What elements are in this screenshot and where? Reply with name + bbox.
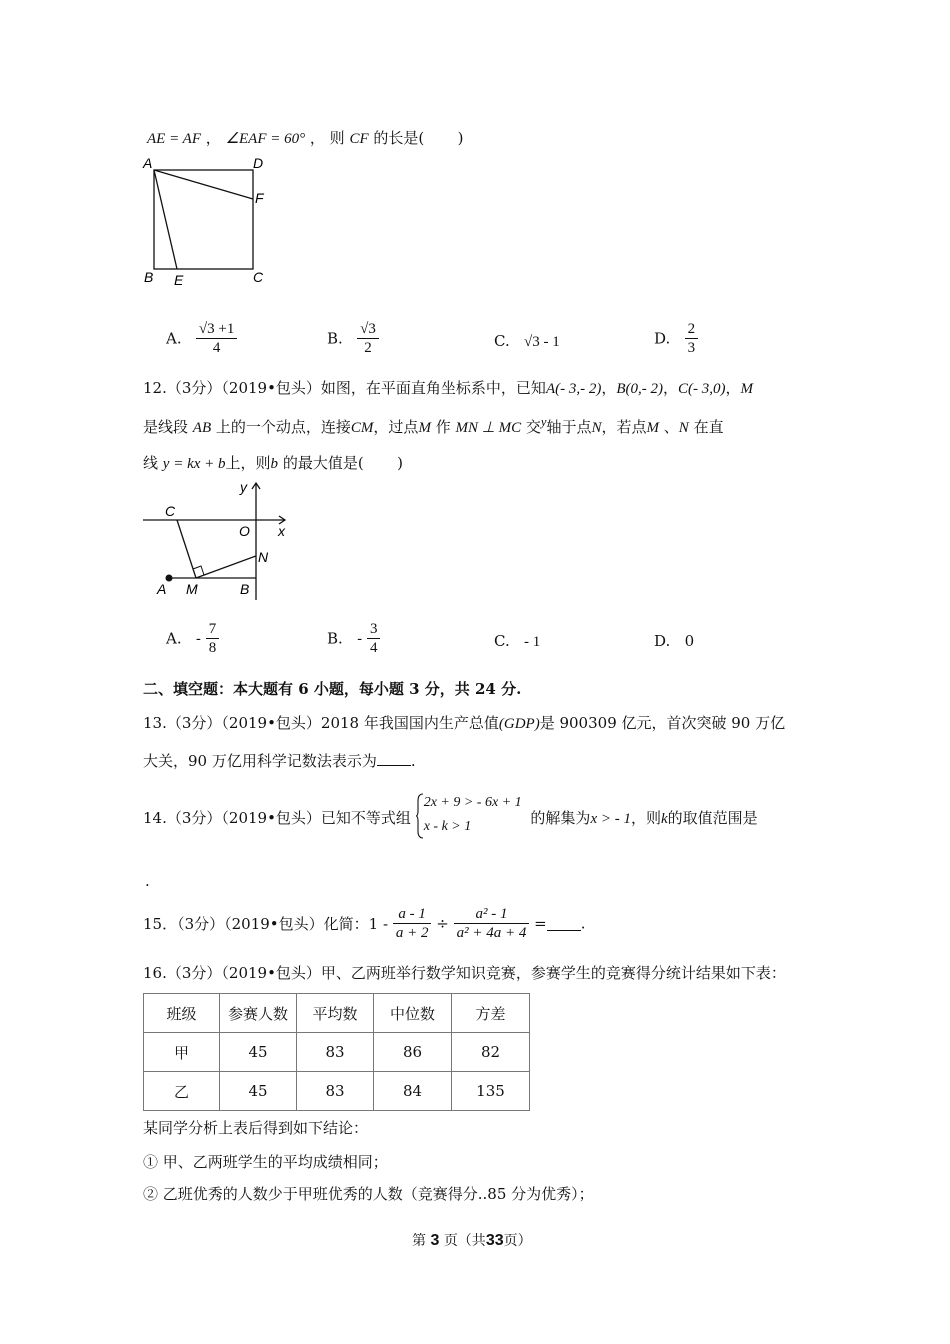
table-header-cell: 中位数 — [374, 994, 452, 1033]
q12-option-b[interactable] — [327, 620, 380, 657]
option-letter: A. — [166, 329, 182, 348]
footer-text: 第 — [412, 1233, 426, 1249]
inequality-2: x - k > 1 — [423, 819, 472, 834]
q14-solution: x > - 1 — [590, 811, 631, 827]
q15-period: . — [580, 914, 586, 933]
table-cell: 45 — [220, 1072, 297, 1111]
q14-text: 14.（3分）（2019•包头）已知不等式组 — [143, 809, 411, 827]
fraction-2 — [454, 905, 530, 942]
q14-line — [143, 791, 758, 841]
label-n: N — [258, 549, 269, 565]
numerator: 2 — [685, 320, 699, 339]
q12-ab: AB — [192, 420, 212, 436]
q12-text: 是线段 — [143, 418, 189, 436]
option-text: √3 - 1 — [524, 334, 560, 350]
q11-then: 则 — [329, 129, 345, 147]
numerator: a² - 1 — [454, 905, 530, 924]
table-header-cell: 参赛人数 — [220, 994, 297, 1033]
label-d: D — [253, 155, 264, 171]
q12-b: b — [270, 456, 279, 472]
q12-paren: ) — [397, 454, 403, 472]
q12-line2 — [143, 415, 724, 437]
q13-text: 13.（3分）（2019•包头）2018 年我国国内生产总值 — [143, 714, 499, 732]
q11-option-c[interactable] — [494, 332, 560, 351]
label-c: C — [165, 503, 176, 519]
label-y: y — [240, 479, 247, 495]
denominator: 4 — [369, 640, 378, 656]
equals-sign: = — [534, 914, 547, 933]
divide-sign: ÷ — [436, 914, 449, 933]
q13-text: 大关，90 万亿用科学记数法表示为 — [143, 752, 377, 770]
footer-text: 页） — [503, 1233, 532, 1249]
q12-text: 线 — [143, 454, 159, 472]
denominator: 2 — [364, 340, 372, 356]
section-title: 二、填空题：本大题有 6 小题，每小题 3 分，共 24 分. — [143, 680, 522, 698]
q12-perp: MN ⊥ MC — [455, 420, 522, 436]
table-row — [144, 1033, 530, 1072]
q12-text: 交 — [525, 418, 541, 436]
q13-line2 — [143, 750, 416, 771]
table-row — [144, 1072, 530, 1111]
q11-ask: 的长是( — [373, 129, 425, 147]
table-cell: 45 — [220, 1033, 297, 1072]
q16-after: 某同学分析上表后得到如下结论： — [143, 1119, 369, 1137]
q15-line — [143, 905, 585, 942]
denominator: 3 — [687, 340, 696, 356]
q11-option-a[interactable] — [166, 320, 237, 357]
q11-option-d[interactable] — [654, 320, 698, 357]
brace-icon — [416, 793, 424, 839]
denominator: a + 2 — [395, 925, 429, 941]
table-cell: 甲 — [144, 1033, 220, 1072]
point-a-dot — [166, 575, 173, 582]
table-cell: 83 — [297, 1072, 374, 1111]
fraction — [685, 320, 699, 357]
label-f: F — [255, 190, 264, 206]
answer-blank[interactable] — [547, 916, 581, 931]
q14-text: 的取值范围是 — [667, 809, 758, 827]
option-letter: B. — [327, 329, 343, 348]
page-footer — [412, 1230, 532, 1250]
q12-m: M — [646, 420, 659, 436]
page-total: 33 — [485, 1232, 504, 1249]
page-number: 3 — [430, 1232, 440, 1249]
inequality-system — [416, 791, 522, 839]
denominator: 4 — [212, 340, 221, 356]
label-a: A — [157, 581, 167, 597]
option-letter: C. — [494, 332, 510, 350]
q12-text: 上的一个动点，连接 — [215, 418, 351, 436]
numerator: √3 +1 — [196, 320, 237, 339]
q12-n: N — [678, 420, 689, 436]
table-cell: 乙 — [144, 1072, 220, 1111]
q12-y: y — [540, 415, 547, 429]
q11-eq1: AE = AF — [147, 131, 202, 147]
fraction — [357, 320, 379, 357]
inequality-1: 2x + 9 > - 6x + 1 — [423, 795, 522, 810]
q16-conclusion-2: ② 乙班优秀的人数少于甲班优秀的人数（竞赛得分..85 分为优秀）； — [143, 1185, 594, 1203]
option-letter: C. — [494, 632, 510, 650]
segment-ae — [154, 170, 177, 269]
q15-text: 15．（3分）（2019•包头）化简：1 - — [143, 915, 389, 933]
q12-text: ，若点 — [601, 418, 647, 436]
label-m: M — [186, 581, 198, 597]
q12-text: 作 — [435, 418, 451, 436]
label-b: B — [240, 581, 250, 597]
table-cell: 83 — [297, 1033, 374, 1072]
q12-text: 的最大值是( — [282, 454, 364, 472]
q13-text: 是 900309 亿元，首次突破 90 万亿 — [539, 714, 786, 732]
q11-stem: AE = AF ， ∠EAF = 60° ， 则 CF 的长是( ) — [147, 129, 464, 147]
q12-option-d[interactable] — [654, 632, 694, 650]
segment-af — [154, 170, 253, 199]
q13-line1 — [143, 712, 785, 733]
q11-square-figure — [140, 152, 280, 292]
table-header-cell: 平均数 — [297, 994, 374, 1033]
q13-gdp: (GDP) — [498, 716, 540, 732]
q12-point-c: C(- 3,0) — [678, 381, 726, 397]
q12-text: 上，则 — [225, 454, 271, 472]
q14-text: ，则 — [630, 809, 661, 827]
q14-k: k — [660, 811, 668, 827]
fraction — [367, 620, 381, 657]
q14-text: 的解集为 — [530, 809, 591, 827]
answer-blank[interactable] — [377, 751, 411, 766]
q12-n: N — [591, 420, 602, 436]
q12-text: ，过点 — [373, 418, 419, 436]
q14-blank-line: . — [145, 872, 150, 890]
numerator: a - 1 — [393, 905, 432, 924]
fraction — [196, 320, 237, 357]
label-o: O — [239, 523, 250, 539]
fraction-1 — [393, 905, 432, 942]
option-letter: D. — [654, 632, 671, 650]
q12-line1: 12.（3分）（2019•包头）如图，在平面直角坐标系中，已知A(- 3,- 2)，B(0,- 2)，C(- 3,0)，M — [143, 379, 754, 397]
label-e: E — [174, 272, 184, 288]
table-header-row — [144, 994, 530, 1033]
segment-mn — [196, 556, 256, 578]
q12-coordinate-figure — [140, 478, 300, 603]
q11-paren: ) — [457, 129, 464, 147]
q12-text: 、 — [663, 418, 679, 436]
option-text: - 1 — [524, 634, 541, 650]
option-sign: - — [195, 629, 201, 648]
option-text: 0 — [684, 632, 695, 650]
numerator: 7 — [206, 620, 220, 639]
q12-text: 12.（3分）（2019•包头）如图，在平面直角坐标系中，已知 — [143, 379, 546, 397]
table-cell: 86 — [374, 1033, 452, 1072]
option-letter: B. — [327, 629, 343, 648]
table-header-cell: 班级 — [144, 994, 220, 1033]
label-c: C — [253, 269, 264, 285]
numerator: √3 — [357, 320, 379, 339]
label-b: B — [144, 269, 154, 285]
q12-line3 — [143, 452, 403, 473]
label-a: A — [143, 155, 153, 171]
footer-text: 页（共 — [443, 1233, 486, 1249]
q12-m: M — [740, 381, 754, 397]
denominator: 8 — [208, 640, 217, 656]
q12-point-b: B(0,- 2) — [616, 381, 664, 397]
table-cell: 82 — [452, 1033, 530, 1072]
q12-line-eq: y = kx + b — [162, 456, 226, 472]
q12-text: 在直 — [693, 418, 724, 436]
fraction — [206, 620, 220, 657]
q12-text: 轴于点 — [546, 418, 592, 436]
q12-cm: CM — [350, 420, 374, 436]
option-letter: A. — [166, 629, 182, 648]
table-cell: 135 — [452, 1072, 530, 1111]
q13-period: . — [410, 752, 416, 770]
table-header-cell: 方差 — [452, 994, 530, 1033]
q12-option-c[interactable] — [494, 632, 540, 651]
q11-angle: ∠EAF = 60° — [225, 131, 306, 147]
q12-point-a: A(- 3,- 2) — [545, 381, 602, 397]
q11-option-b[interactable] — [327, 320, 379, 357]
table-cell: 84 — [374, 1072, 452, 1111]
label-x: x — [278, 523, 285, 539]
option-sign: - — [357, 629, 363, 648]
q12-option-a[interactable] — [166, 620, 219, 657]
q11-cf: CF — [349, 131, 369, 147]
denominator: a² + 4a + 4 — [456, 925, 527, 941]
q16-conclusion-1: ① 甲、乙两班学生的平均成绩相同； — [143, 1153, 388, 1171]
q12-m: M — [418, 420, 431, 436]
numerator: 3 — [367, 620, 381, 639]
score-table — [143, 993, 530, 1111]
option-letter: D. — [654, 329, 671, 348]
q16-stem: 16.（3分）（2019•包头）甲、乙两班举行数学知识竞赛，参赛学生的竞赛得分统计结果如下表： — [143, 964, 786, 982]
